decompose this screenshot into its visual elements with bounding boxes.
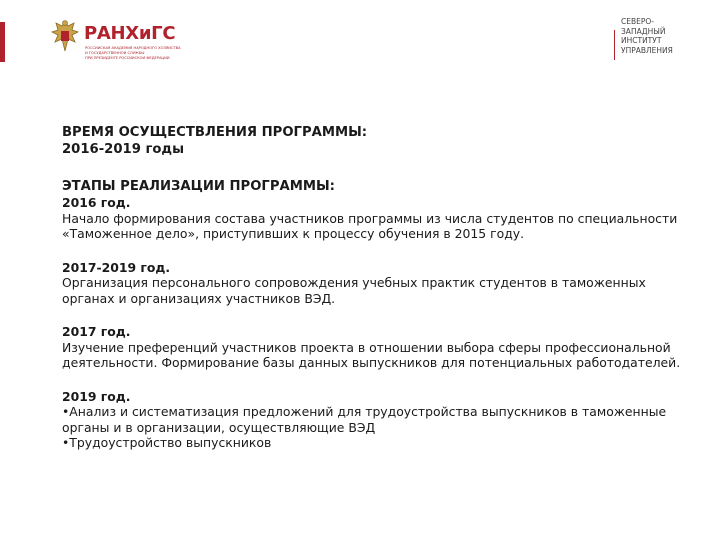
stage-text: деятельности. Формирование базы данных выпускников для потенциальных работодателей. xyxy=(62,355,681,370)
program-content xyxy=(62,124,702,469)
stage-block xyxy=(62,389,702,451)
stage-text: Начало формирования состава участников программы из числа студентов по специальности xyxy=(62,210,678,226)
time-heading: ВРЕМЯ ОСУЩЕСТВЛЕНИЯ ПРОГРАММЫ: xyxy=(62,125,368,140)
stage-block xyxy=(62,324,702,371)
stages-heading: ЭТАПЫ РЕАЛИЗАЦИИ ПРОГРАММЫ: xyxy=(62,179,335,194)
stage-text: «Таможенное дело», приступивших к процессу обучения в 2015 году. xyxy=(62,226,525,241)
stage-text: Изучение преференций участников проекта в отношении выбора сферы профессиональной xyxy=(62,339,671,355)
stage-year: 2017-2019 год. xyxy=(62,259,171,275)
institute-name-line: ЗАПАДНЫЙ xyxy=(621,26,666,36)
stage-text: органы и в организации, осуществляющие ВЭД xyxy=(62,419,376,435)
stage-text: Организация персонального сопровождения учебных практик студентов в таможенных xyxy=(62,275,646,290)
stage-block xyxy=(62,260,702,307)
institute-name-line: СЕВЕРО- xyxy=(621,17,654,26)
institute-name-line: УПРАВЛЕНИЯ xyxy=(621,45,673,55)
eagle-emblem-icon xyxy=(50,17,80,57)
institute-name-line: ИНСТИТУТ xyxy=(621,36,662,45)
stage-text: органах и организациях участников ВЭД. xyxy=(62,290,336,306)
stage-block xyxy=(62,195,702,242)
institute-name xyxy=(621,17,673,55)
stage-year: 2017 год. xyxy=(62,324,131,339)
program-years: 2016-2019 годы xyxy=(62,142,184,157)
stage-year: 2016 год. xyxy=(62,195,131,210)
logo-name: РАНХиГС xyxy=(84,23,176,44)
logo-subtitle-line: РОССИЙСКАЯ АКАДЕМИЯ НАРОДНОГО ХОЗЯЙСТВА xyxy=(85,46,181,50)
ranepa-logo xyxy=(50,17,200,67)
logo-subtitle-line: ПРИ ПРЕЗИДЕНТЕ РОССИЙСКОЙ ФЕДЕРАЦИИ xyxy=(85,56,170,60)
stage-text: •Анализ и систематизация предложений для трудоустройства выпускников в таможенные xyxy=(62,404,667,419)
stage-text: •Трудоустройство выпускников xyxy=(62,435,272,450)
logo-subtitle-line: И ГОСУДАРСТВЕННОЙ СЛУЖБЫ xyxy=(85,51,145,55)
logo-subtitle xyxy=(85,46,193,61)
institute-divider xyxy=(614,30,615,60)
accent-bar xyxy=(0,22,5,62)
stage-year: 2019 год. xyxy=(62,388,131,404)
